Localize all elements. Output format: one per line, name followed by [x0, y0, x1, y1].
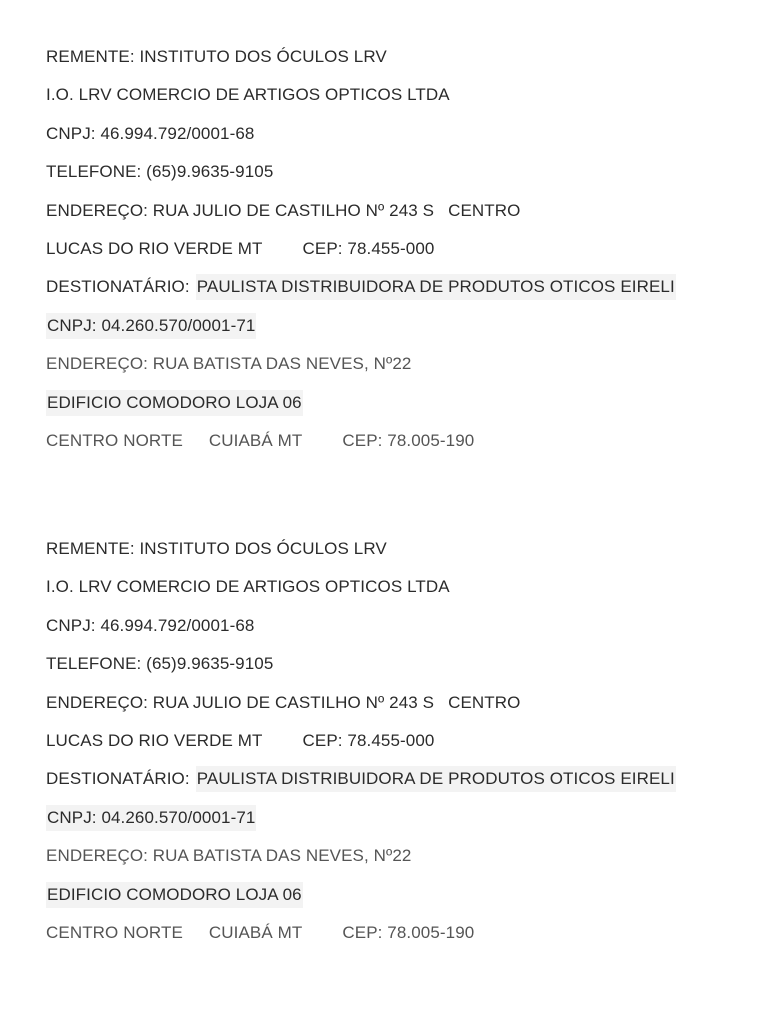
sender-district: CENTRO: [448, 692, 521, 712]
shipping-label-2: [46, 536, 726, 958]
sender-city: LUCAS DO RIO VERDE MT: [46, 238, 263, 258]
recipient-city: CUIABÁ MT: [208, 922, 303, 942]
recipient-cnpj: CNPJ: 04.260.570/0001-71: [46, 313, 256, 339]
recipient-cep: CEP: 78.005-190: [342, 430, 475, 450]
sender-address-line: [46, 690, 726, 728]
sender-city: LUCAS DO RIO VERDE MT: [46, 730, 263, 750]
shipping-label-1: [46, 44, 726, 466]
sender-cnpj: CNPJ: 46.994.792/0001-68: [46, 615, 255, 635]
recipient-cnpj-line: [46, 805, 726, 843]
sender-city-line: [46, 728, 726, 766]
recipient-city-line: [46, 920, 726, 958]
sender-line: [46, 44, 726, 82]
sender-cep: CEP: 78.455-000: [302, 730, 435, 750]
sender-address: ENDEREÇO: RUA JULIO DE CASTILHO Nº 243 S: [46, 200, 435, 220]
sender-address-line: [46, 198, 726, 236]
recipient-line: [46, 274, 726, 312]
recipient-complement-line: [46, 390, 726, 428]
recipient-cep: CEP: 78.005-190: [342, 922, 475, 942]
company-name: I.O. LRV COMERCIO DE ARTIGOS OPTICOS LTDA: [46, 577, 450, 597]
sender-name: REMENTE: INSTITUTO DOS ÓCULOS LRV: [46, 539, 387, 558]
company-line: [46, 82, 726, 120]
sender-cnpj: CNPJ: 46.994.792/0001-68: [46, 123, 255, 143]
sender-phone: TELEFONE: (65)9.9635-9105: [46, 162, 274, 182]
recipient-complement: EDIFICIO COMODORO LOJA 06: [46, 882, 303, 908]
company-line: [46, 574, 726, 612]
recipient-address-line: [46, 843, 726, 881]
recipient-address-line: [46, 351, 726, 389]
sender-city-line: [46, 236, 726, 274]
recipient-district: CENTRO NORTE: [46, 922, 183, 942]
sender-district: CENTRO: [448, 200, 521, 220]
recipient-name: PAULISTA DISTRIBUIDORA DE PRODUTOS OTICOS EIRELI: [196, 766, 676, 792]
sender-name: REMENTE: INSTITUTO DOS ÓCULOS LRV: [46, 47, 387, 66]
recipient-cnpj: CNPJ: 04.260.570/0001-71: [46, 805, 256, 831]
phone-line: [46, 651, 726, 689]
sender-line: [46, 536, 726, 574]
recipient-address: ENDEREÇO: RUA BATISTA DAS NEVES, Nº22: [46, 846, 412, 866]
company-name: I.O. LRV COMERCIO DE ARTIGOS OPTICOS LTDA: [46, 85, 450, 105]
sender-cnpj-line: [46, 613, 726, 651]
recipient-complement-line: [46, 882, 726, 920]
recipient-city-line: [46, 428, 726, 466]
recipient-city: CUIABÁ MT: [208, 430, 303, 450]
recipient-line: [46, 766, 726, 804]
recipient-complement: EDIFICIO COMODORO LOJA 06: [46, 390, 303, 416]
phone-line: [46, 159, 726, 197]
sender-address: ENDEREÇO: RUA JULIO DE CASTILHO Nº 243 S: [46, 692, 435, 712]
recipient-name: PAULISTA DISTRIBUIDORA DE PRODUTOS OTICOS EIRELI: [196, 274, 676, 300]
sender-phone: TELEFONE: (65)9.9635-9105: [46, 654, 274, 674]
sender-cnpj-line: [46, 121, 726, 159]
recipient-label: DESTIONATÁRIO:: [46, 769, 190, 789]
recipient-cnpj-line: [46, 313, 726, 351]
recipient-district: CENTRO NORTE: [46, 430, 183, 450]
recipient-address: ENDEREÇO: RUA BATISTA DAS NEVES, Nº22: [46, 354, 412, 374]
recipient-label: DESTIONATÁRIO:: [46, 277, 190, 297]
sender-cep: CEP: 78.455-000: [302, 238, 435, 258]
